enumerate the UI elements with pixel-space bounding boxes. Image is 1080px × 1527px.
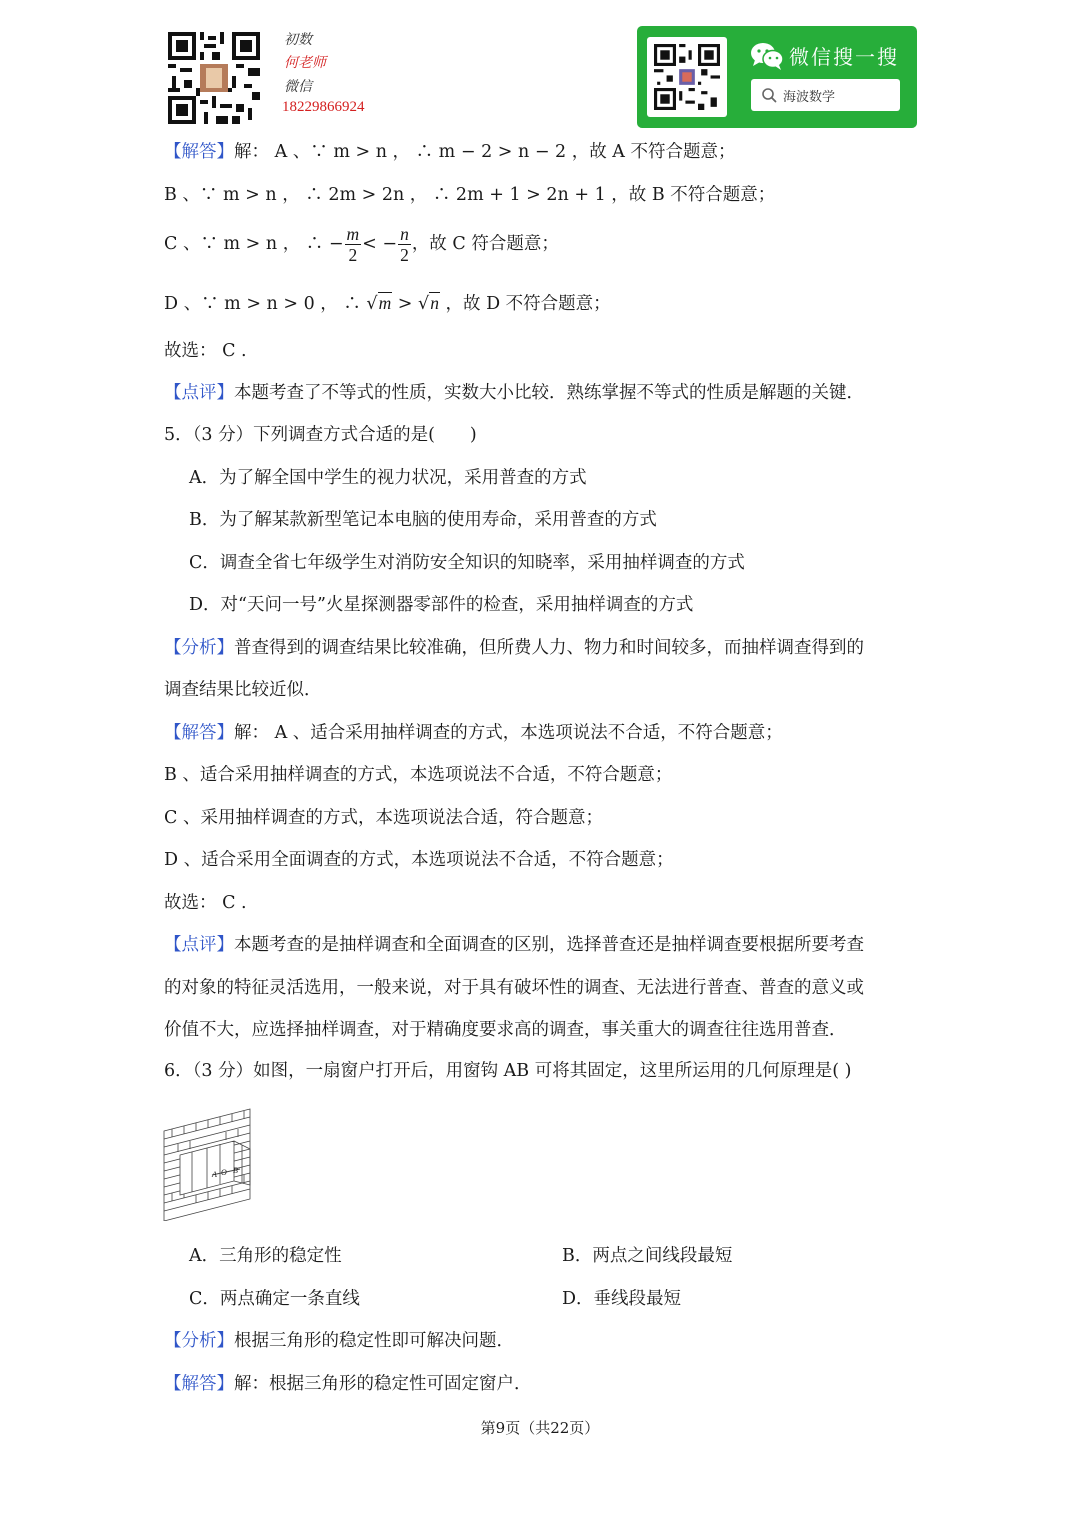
q4-line-c-post: ，故 C 符合题意；	[411, 234, 559, 254]
window-figure	[162, 1103, 262, 1221]
q5-answer-4: D 、适合采用全面调查的方式，本选项说法不合适，不符合题意；	[164, 850, 674, 870]
q6-answer	[164, 1372, 532, 1396]
q4-line-a-text: A 、∵ m > n ， ∴ m − 2 > n − 2 ，故 A 不符合题意；	[274, 142, 736, 162]
q5-answer-1	[164, 721, 783, 745]
q5-analysis-1	[164, 636, 864, 660]
contact-phone-number: 18229866924	[282, 99, 365, 115]
q5-stem: 5．（3 分）下列调查方式合适的是( )	[164, 425, 477, 445]
q6-analysis	[164, 1329, 514, 1353]
q6-option-b: B．两点之间线段最短	[562, 1246, 733, 1266]
review-tag: 【点评】	[164, 383, 234, 403]
q4-line-c-pre: C 、∵ m > n ， ∴ −	[164, 234, 344, 254]
wechat-search-box[interactable]	[751, 79, 900, 111]
q5-option-d: D．对“天问一号”火星探测器零部件的检查，采用抽样调查的方式	[189, 595, 694, 615]
answer-prefix: 解：	[234, 142, 269, 162]
q5-answer-2: B 、适合采用抽样调查的方式，本选项说法不合适，不符合题意；	[164, 765, 673, 785]
wechat-search-banner[interactable]	[637, 26, 917, 128]
q5-option-a: A．为了解全国中学生的视力状况，采用普查的方式	[189, 468, 587, 488]
q6-option-a: A．三角形的稳定性	[189, 1246, 342, 1266]
q5-option-c: C．调查全省七年级学生对消防安全知识的知晓率，采用抽样调查的方式	[189, 553, 745, 573]
contact-teacher-name: 何老师	[284, 55, 326, 71]
q4-line-d-post: ，故 D 不符合题意；	[445, 294, 611, 314]
sqrt-m	[378, 292, 393, 313]
wechat-search-query: 海波数学	[783, 90, 836, 105]
search-icon	[761, 87, 777, 103]
q4-line-d-mid: > √	[397, 294, 430, 314]
figure-label-o: O	[221, 1168, 227, 1177]
fraction-numerator: m	[346, 224, 360, 244]
wechat-qr-code	[647, 37, 727, 117]
answer-text: 解：根据三角形的稳定性可固定窗户．	[234, 1374, 532, 1394]
q5-option-b: B．为了解某款新型笔记本电脑的使用寿命，采用普查的方式	[189, 510, 657, 530]
q4-answer-line-a	[164, 140, 736, 164]
answer-tag: 【解答】	[164, 142, 234, 162]
q5-analysis-2: 调查结果比较近似．	[164, 680, 322, 700]
contact-subject: 初数	[284, 32, 312, 48]
answer-text: 解： A 、适合采用抽样调查的方式，本选项说法不合适，不符合题意；	[234, 723, 783, 743]
fraction-m-over-2	[345, 224, 362, 265]
analysis-tag: 【分析】	[164, 638, 234, 658]
q5-choose: 故选： C .	[164, 893, 247, 913]
fraction-numerator: n	[400, 224, 409, 244]
review-text: 本题考查了不等式的性质，实数大小比较．熟练掌握不等式的性质是解题的关键．	[234, 383, 864, 403]
figure-label-b: B	[233, 1166, 238, 1175]
q4-line-c-mid: < −	[362, 234, 398, 254]
qr-code-icon	[168, 32, 260, 124]
review-tag: 【点评】	[164, 935, 234, 955]
wechat-logo-icon	[750, 41, 784, 71]
q5-review-1	[164, 933, 864, 957]
analysis-text: 根据三角形的稳定性即可解决问题．	[234, 1331, 514, 1351]
q4-line-b: B 、∵ m > n ， ∴ 2m > 2n ， ∴ 2m + 1 > 2n + 1 ，故 B 不符合题意；	[164, 185, 776, 205]
analysis-tag: 【分析】	[164, 1331, 234, 1351]
q5-review-2: 的对象的特征灵活选用，一般来说，对于具有破坏性的调查、无法进行普查、普查的意义或	[164, 978, 864, 998]
wechat-search-title: 微信搜一搜	[789, 45, 899, 69]
answer-tag: 【解答】	[164, 723, 234, 743]
page-footer: 第9页（共22页）	[480, 1419, 600, 1437]
q4-choose: 故选： C .	[164, 341, 247, 361]
fraction-n-over-2	[398, 224, 411, 265]
review-text: 本题考查的是抽样调查和全面调查的区别，选择普查还是抽样调查要根据所要考查	[234, 935, 864, 955]
radicand: n	[430, 293, 439, 313]
q6-stem: 6．（3 分）如图，一扇窗户打开后，用窗钩 AB 可将其固定，这里所运用的几何原理是( )	[164, 1061, 852, 1081]
fraction-denominator: 2	[400, 245, 409, 265]
answer-tag: 【解答】	[164, 1374, 234, 1394]
q4-review	[164, 381, 864, 405]
q6-option-c: C．两点确定一条直线	[189, 1289, 360, 1309]
q5-review-3: 价值不大，应选择抽样调查，对于精确度要求高的调查，事关重大的调查往往选用普查．	[164, 1020, 847, 1040]
contact-wechat-label: 微信	[284, 79, 312, 95]
radicand: m	[378, 293, 392, 313]
q4-line-d-pre: D 、∵ m > n > 0 ， ∴ √	[164, 294, 378, 314]
q6-option-d: D．垂线段最短	[562, 1289, 682, 1309]
q4-line-c	[164, 222, 559, 266]
sqrt-n	[429, 292, 440, 313]
q4-line-d	[164, 291, 611, 316]
figure-label-a: A	[212, 1170, 217, 1179]
q5-answer-3: C 、采用抽样调查的方式，本选项说法合适，符合题意；	[164, 808, 603, 828]
fraction-denominator: 2	[348, 245, 358, 265]
qr-code-icon	[654, 44, 720, 110]
analysis-text: 普查得到的调查结果比较准确，但所费人力、物力和时间较多，而抽样调查得到的	[234, 638, 864, 658]
